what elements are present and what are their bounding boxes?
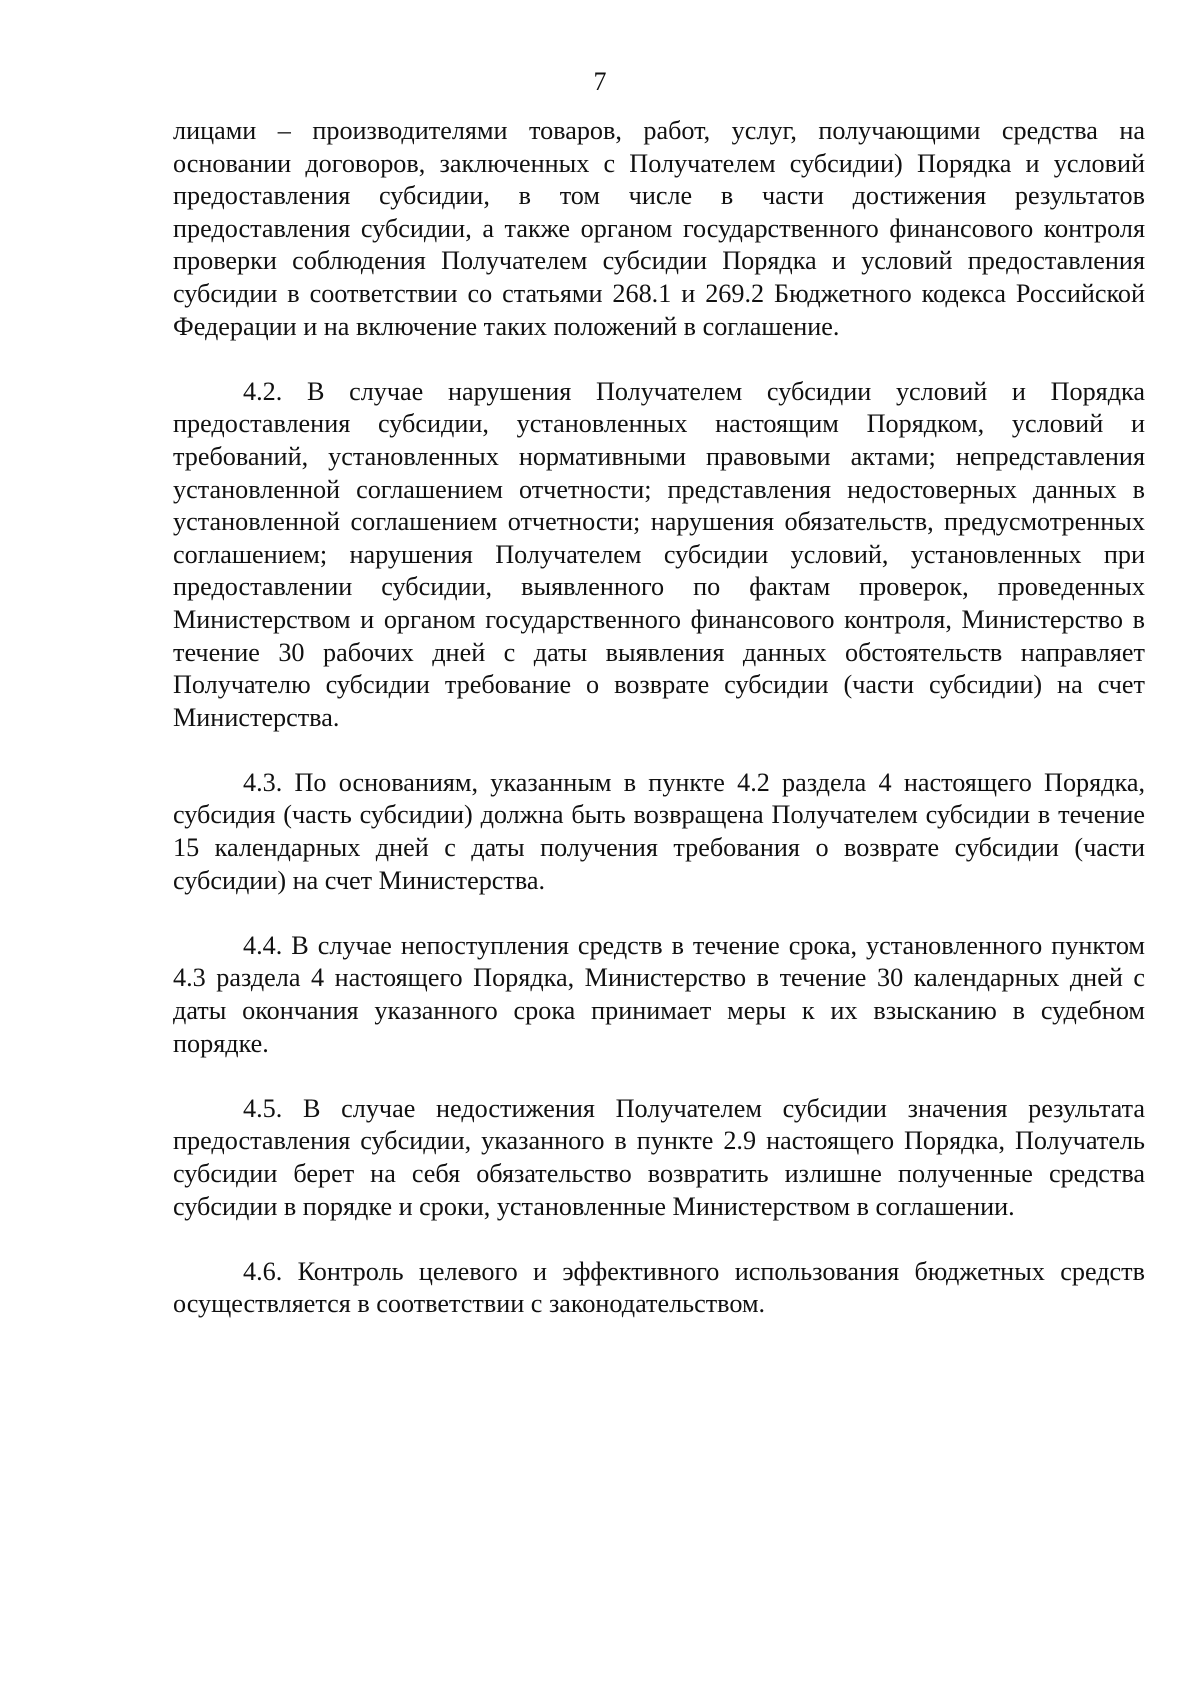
page-number: 7 (593, 67, 607, 96)
paragraph-4-3: 4.3. По основаниям, указанным в пункте 4.2 раздела 4 настоящего Порядка, субсидия (часть субсидии) должна быть возвращена Получателем субсидии в течение 15 календарных дней с даты получения требования о возврате субсидии (части субсидии) на счет Министерства. (173, 767, 1145, 895)
paragraph-4-6: 4.6. Контроль целевого и эффективного использования бюджетных средств осуществляется в соответствии с законодательством. (173, 1256, 1145, 1319)
paragraph-continuation: лицами – производителями товаров, работ, услуг, получающими средства на основании договоров, заключенных с Получателем субсидии) Порядка и условий предоставления субсидии, в том числе в части достижения результатов предоставления субсидии, а также органом государственного финансового контроля проверки соблюдения Получателем субсидии Порядка и условий предоставления субсидии в соответствии со статьями 268.1 и 269.2 Бюджетного кодекса Российской Федерации и на включение таких положений в соглашение. (173, 116, 1145, 341)
paragraph-4-2: 4.2. В случае нарушения Получателем субсидии условий и Порядка предоставления субсидии, установленных настоящим Порядком, условий и требований, установленных нормативными правовыми актами; непредставления установленной соглашением отчетности; представления недостоверных данных в установленной соглашением отчетности; нарушения обязательств, предусмотренных соглашением; нарушения Получателем субсидии условий, установленных при предоставлении субсидии, выявленного по фактам проверок, проведенных Министерством и органом государственного финансового контроля, Министерство в течение 30 рабочих дней с даты выявления данных обстоятельств направляет Получателю субсидии требование о возврате субсидии (части субсидии) на счет Министерства. (173, 376, 1145, 732)
document-body (173, 115, 1145, 1321)
paragraph-4-5: 4.5. В случае недостижения Получателем субсидии значения результата предоставления субсидии, указанного в пункте 2.9 настоящего Порядка, Получатель субсидии берет на себя обязательство возвратить излишне полученные средства субсидии в порядке и сроки, установленные Министерством в соглашении. (173, 1093, 1145, 1221)
paragraph-4-4: 4.4. В случае непоступления средств в течение срока, установленного пунктом 4.3 раздела 4 настоящего Порядка, Министерство в течение 30 календарных дней с даты окончания указанного срока принимает меры к их взысканию в судебном порядке. (173, 930, 1145, 1058)
